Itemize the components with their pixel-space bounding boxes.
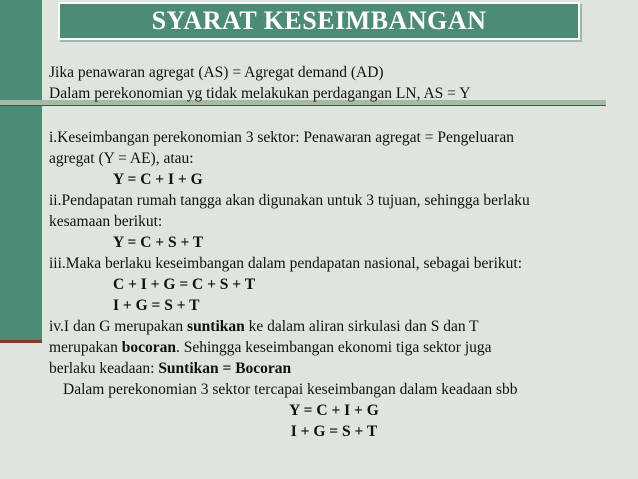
slide-body: [49, 62, 619, 442]
point-3-equation-1: C + I + G = C + S + T: [113, 276, 256, 293]
term-suntikan: suntikan: [187, 318, 245, 335]
point-4-line-3: [49, 358, 619, 379]
suntikan-bocoran-equation: Suntikan = Bocoran: [158, 360, 292, 377]
point-2-equation: Y = C + S + T: [113, 234, 204, 251]
point-4-line-2: [49, 337, 619, 358]
point-4-line-1-pre: iv.I dan G merupakan: [49, 318, 188, 335]
intro-line-1: Jika penawaran agregat (AS) = Agregat demand (AD): [49, 64, 384, 81]
point-4-line-2-post: . Sehingga keseimbangan ekonomi tiga sektor juga: [175, 339, 492, 356]
point-2-line-1: ii.Pendapatan rumah tangga akan digunakan untuk 3 tujuan, sehingga berlaku: [49, 192, 530, 209]
point-1-line-2: agregat (Y = AE), atau:: [49, 150, 194, 167]
point-3-line-1: iii.Maka berlaku keseimbangan dalam pendapatan nasional, sebagai berikut:: [49, 255, 523, 272]
point-1-line-1: i.Keseimbangan perekonomian 3 sektor: Penawaran agregat = Pengeluaran: [49, 129, 514, 146]
conclusion-equation-2: I + G = S + T: [290, 423, 378, 440]
point-4-line-3-pre: berlaku keadaan:: [49, 360, 159, 377]
decorative-side-bar: [0, 0, 42, 343]
point-1-equation: Y = C + I + G: [113, 171, 203, 188]
decorative-side-bar-edge: [0, 340, 42, 343]
conclusion-line: Dalam perekonomian 3 sektor tercapai keseimbangan dalam keadaan sbb: [63, 381, 518, 398]
conclusion-equation-1: Y = C + I + G: [289, 402, 379, 419]
term-bocoran: bocoran: [121, 339, 176, 356]
slide-title: SYARAT KESEIMBANGAN: [58, 2, 580, 40]
point-3-equation-2: I + G = S + T: [113, 297, 200, 314]
spacer: [49, 104, 619, 127]
point-2-line-2: kesamaan berikut:: [49, 213, 163, 230]
intro-line-2: Dalam perekonomian yg tidak melakukan perdagangan LN, AS = Y: [49, 85, 471, 102]
point-4-line-1-post: ke dalam aliran sirkulasi dan S dan T: [244, 318, 479, 335]
point-4-line-2-pre: merupakan: [49, 339, 122, 356]
point-4-line-1: [49, 316, 619, 337]
